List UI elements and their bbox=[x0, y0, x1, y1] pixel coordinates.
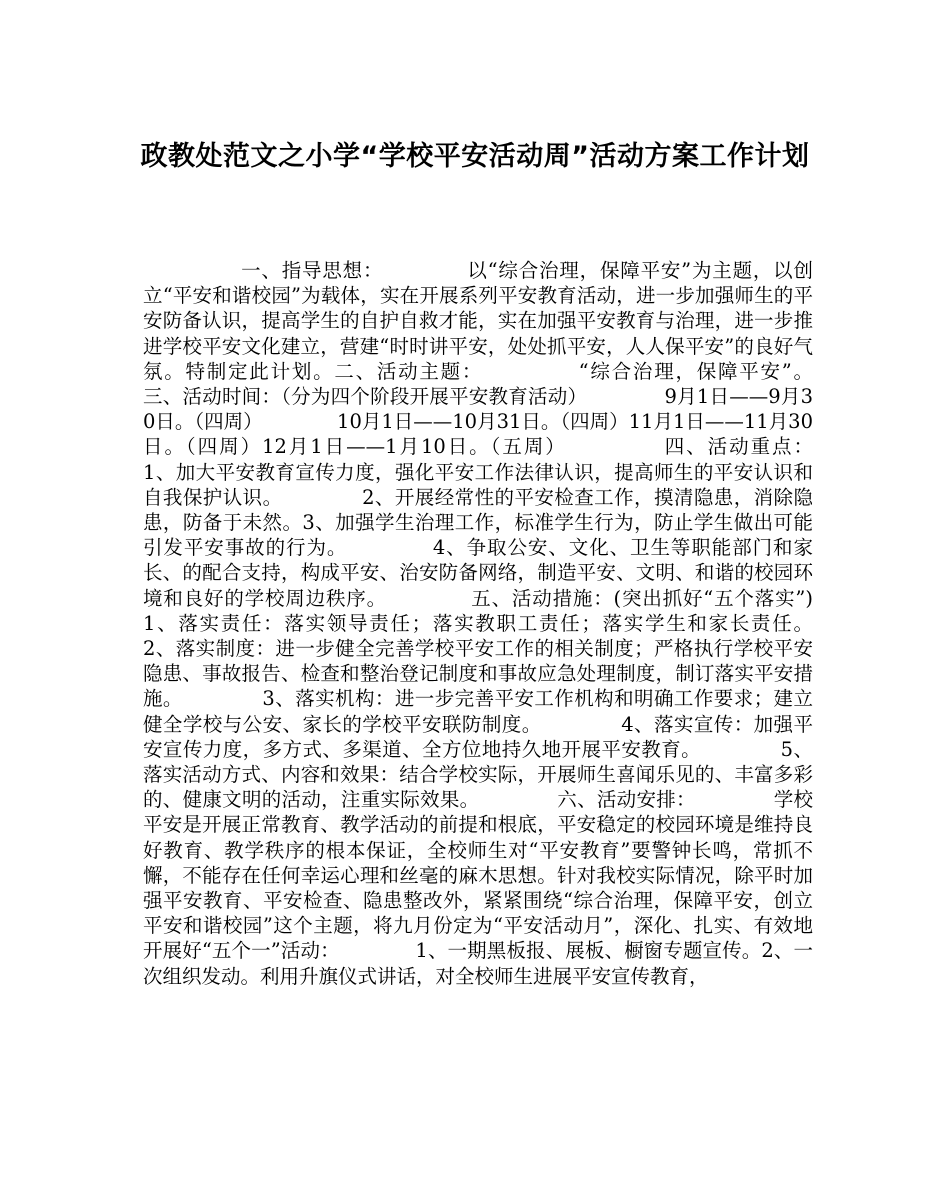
document-title: 政教处范文之小学“学校平安活动周”活动方案工作计划 bbox=[140, 141, 810, 172]
document-body: 一、指导思想： 以“综合治理，保障平安”为主题，以创立“平安和谐校园”为载体，实在开展系列平安教育活动，进一步加强师生的平安防备认识，提高学生的自护自救才能，实在加强平安教育与治理，进一步推进学校平安文化建立，营建“时时讲平安，处处抓平安，人人保平安”的良好气氛。特制定此计划。二、活动主题： “综合治理，保障平安”。 三、活动时间：（分为四个阶段开展平安教育活动） 9月1日——9月30日。（四周） 10月1日——10月31日。（四周）11月1日——11月30日。（四周）12月1日——1月10日。（五周） 四、活动重点： 1、加大平安教育宣传力度，强化平安工作法律认识，提高师生的平安认识和自我保护认识。 2、开展经常性的平安检查工作，摸清隐患，消除隐患，防备于未然。3、加强学生治理工作，标准学生行为，防止学生做出可能引发平安事故的行为。 4、争取公安、文化、卫生等职能部门和家长、的配合支持，构成平安、治安防备网络，制造平安、文明、和谐的校园环境和良好的学校周边秩序。 五、活动措施：(突出抓好“五个落实”) 1、落实责任：落实领导责任；落实教职工责任；落实学生和家长责任。 2、落实制度：进一步健全完善学校平安工作的相关制度；严格执行学校平安隐患、事故报告、检查和整治登记制度和事故应急处理制度，制订落实平安措施。 3、落实机构：进一步完善平安工作机构和明确工作要求；建立健全学校与公安、家长的学校平安联防制度。 4、落实宣传：加强平安宣传力度，多方式、多渠道、全方位地持久地开展平安教育。 5、落实活动方式、内容和效果：结合学校实际，开展师生喜闻乐见的、丰富多彩的、健康文明的活动，注重实际效果。 六、活动安排： 学校平安是开展正常教育、教学活动的前提和根底，平安稳定的校园环境是维持良好教育、教学秩序的根本保证，全校师生对“平安教育”要警钟长鸣，常抓不懈，不能存在任何幸运心理和丝毫的麻木思想。针对我校实际情况，除平时加强平安教育、平安检查、隐患整改外，紧紧围绕“综合治理，保障平安，创立平安和谐校园”这个主题，将九月份定为“平安活动月”，深化、扎实、有效地开展好“五个一”活动： 1、一期黑板报、展板、橱窗专题宣传。2、一次组织发动。利用升旗仪式讲话，对全校师生进展平安宣传教育， bbox=[143, 259, 888, 988]
